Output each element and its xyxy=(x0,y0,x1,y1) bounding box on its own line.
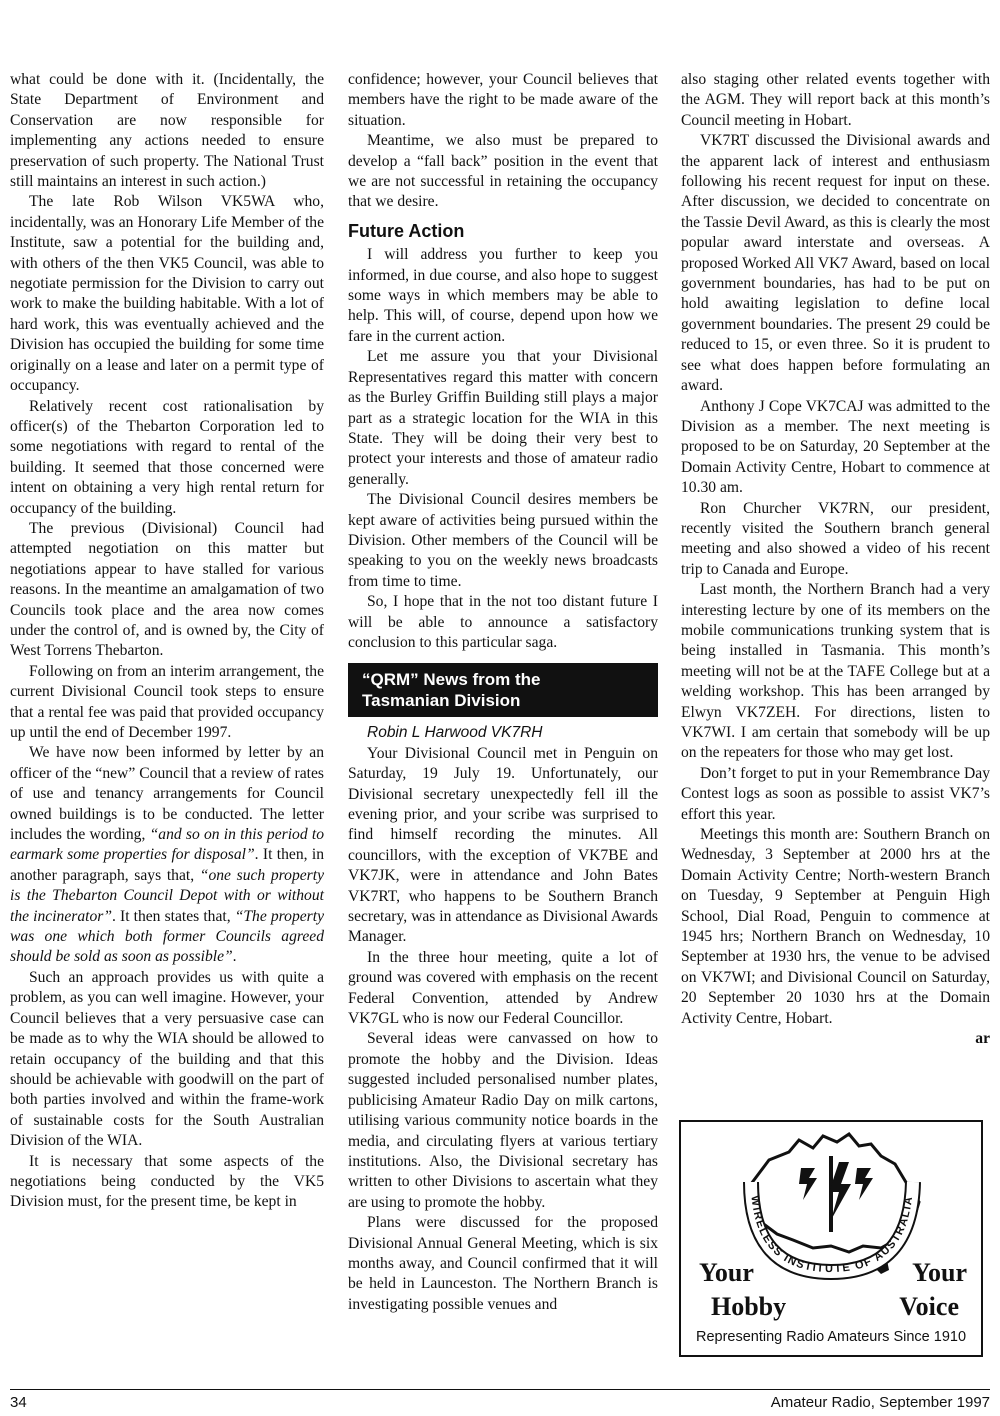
page-footer xyxy=(10,1389,990,1411)
paragraph: I will address you further to keep you informed, in due course, and also hope to suggest some ways in which members may be able to help. This will, of course, depend upon how we fare in the current action. xyxy=(348,246,658,345)
author-byline: Robin L Harwood VK7RH xyxy=(367,724,543,742)
section-heading: Future Action xyxy=(348,220,465,241)
text-run: We have now been informed by letter by an officer of the “new” Council that a review of rates of use and tenancy arrangements for Council owned buildings is to be conducted. The letter includes the wording, xyxy=(10,744,324,844)
quote: “one such property is the Thebarton Council Depot with or without the incinerator” xyxy=(10,866,324,925)
paragraph: Last month, the Northern Branch had a very interesting lecture by one of its members on the mobile communications trunking system that is being installed in Tasmania. This month’s meeting will not be at the TAFE College but at a welding workshop. This has been arranged by Elwyn VK7ZEH. For directions, listen to VK7WI. I am certain that somebody will be up on the repeaters for those who may get lost. xyxy=(681,581,990,762)
ad-word-voice: Voice xyxy=(899,1292,959,1321)
ad-word-your-left: Your xyxy=(699,1258,754,1287)
paragraph-quoted-letter xyxy=(10,743,324,967)
page-number: 34 xyxy=(10,1394,27,1411)
paragraph: It is necessary that some aspects of the negotiations being conducted by the VK5 Division must, for the present time, be kept in xyxy=(10,1152,324,1211)
paragraph: Plans were discussed for the proposed Divisional Annual General Meeting, which is six months away, and Council confirmed that it will be held in Launceston. The Northern Branch is investigating possible venues and xyxy=(348,1214,658,1313)
article-column-3 xyxy=(681,70,990,1050)
text-run: . It then states that, xyxy=(112,907,235,925)
paragraph: VK7RT discussed the Divisional awards and the apparent lack of interest and enthusiasm following his recent request for input on these. After discussion, we decided to concentrate on the Tassie Devil Award, as this is clearly the most popular award interstate and overseas. A proposed Worked All VK7 Award, based on local government boundaries, has had to be put on hold awaiting legislation to define local government boundaries. The present 29 could be reduced to 15, or even three. So it is prudent to see what does happen before formulating an award. xyxy=(681,132,991,395)
banner-line: Tasmanian Division xyxy=(362,691,521,711)
paragraph: The previous (Divisional) Council had attempted negotiation on this matter but negotiations appear to have stalled for various reasons. In the meantime an amalgamation of two Councils took place and the area now comes under the control of, and is owned by, the City of West Torrens Thebarton. xyxy=(10,519,324,660)
paragraph: Your Divisional Council met in Penguin on Saturday, 19 July 19. Unfortunately, our Divisional secretary unexpectedly fell ill the evening prior, and your scribe was surprised to find himself recording the minutes. All councillors, with the exception of VK7BE and VK7JK, were in attendance and John Bates VK7RT, who happens to be Southern Branch secretary, was in attendance as Divisional Awards Manager. xyxy=(348,744,658,946)
paragraph: The Divisional Council desires members be kept aware of activities being pursued within the Division. Other members of the Council will be speaking to you on the weekly news broadcasts from time to time. xyxy=(348,491,658,590)
paragraph: The late Rob Wilson VK5WA who, incidentally, was an Honorary Life Member of the Institute, saw a potential for the building and, with others of the then VK5 Council, was able to negotiate permission for the Division to carry out work to make the building habitable. With a lot of hard work, this was eventually achieved and the Division has occupied the building for some time originally on a lease and later on a permit type of occupancy. xyxy=(10,193,324,395)
quote: “and so on in this period to earmark some properties for disposal” xyxy=(10,826,324,864)
article-end-mark: ar xyxy=(975,1030,990,1048)
paragraph: Meetings this month are: Southern Branch on Wednesday, 3 September at 2000 hrs at the Domain Activity Centre; North-western Branch on Tuesday, 9 September at Penguin High School, Dial Road, Penguin to commence at 1945 hrs; Northern Branch on Wednesday, 10 September at 1930 hrs, the venue to be advised on VK7WI; and Divisional Council on Saturday, 20 September 20 1030 hrs at the Domain Activity Centre, Hobart. xyxy=(681,826,990,1027)
ad-word-hobby: Hobby xyxy=(711,1292,787,1321)
paragraph: Such an approach provides us with quite a problem, as you can well imagine. However, your Council believes that a very persuasive case can be made as to why the WIA should be allowed to retain occupancy of the building and that this should be achievable with goodwill on the part of both parties involved and within the frame-work of sustainable costs for the South Australian Division of the WIA. xyxy=(10,968,324,1150)
seal-text: WIRELESS INSTITUTE OF AUSTRALIA xyxy=(748,1194,916,1276)
paragraph: Don’t forget to put in your Remembrance Day Contest logs as soon as possible to assist VK7’s effort this year. xyxy=(681,764,990,823)
text-run: . xyxy=(232,948,237,966)
magazine-issue: Amateur Radio, September 1997 xyxy=(770,1394,990,1411)
banner-line: “QRM” News from the xyxy=(362,670,541,690)
paragraph: confidence; however, your Council believes that members have the right to be made aware of the situation. xyxy=(348,71,658,129)
paragraph: In the three hour meeting, quite a lot of ground was covered with emphasis on the recent Federal Convention, attended by Andrew VK7GL who is now our Federal Councillor. xyxy=(348,948,658,1028)
paragraph: Meantime, we also must be prepared to develop a “fall back” position in the event that we are not successful in retaining the occupancy that we desire. xyxy=(348,132,658,211)
paragraph: Several ideas were canvassed on how to promote the hobby and the Division. Ideas suggested included personalised number plates, publicising Amateur Radio Day on milk cartons, utilising various community notice boards in the media, and circulating flyers at various tertiary institutions. Also, the Divisional secretary has written to other Divisions to ascertain what they are using to promote the hobby. xyxy=(348,1030,658,1211)
paragraph: Let me assure you that your Divisional Representatives regard this matter with concern as the Burley Griffin Building still plays a major part as a strategic location for the WIA in this State. They will be doing their very best to protect your interests and those of amateur radio generally. xyxy=(348,348,658,488)
article-title-banner xyxy=(348,663,658,717)
text-run: . It then, in another paragraph, says that, xyxy=(10,846,324,884)
paragraph: So, I hope that in the not too distant future I will be able to announce a satisfactory conclusion to this particular saga. xyxy=(348,593,658,651)
paragraph: Following on from an interim arrangement, the current Divisional Council took steps to ensure that a rental fee was paid that provided occupancy up until the end of December 1997. xyxy=(10,662,324,741)
article-column-1 xyxy=(10,70,324,1213)
paragraph: what could be done with it. (Incidentally, the State Department of Environment and Conservation are now responsible for implementing any actions needed to ensure preservation of such property. The National Trust still maintains an interest in such action.) xyxy=(10,71,324,191)
article-column-2 xyxy=(348,70,658,1315)
ad-word-your-right: Your xyxy=(912,1258,967,1287)
quote: “The property was one which both former Councils agreed should be sold as soon as possible” xyxy=(10,907,324,966)
ad-tagline: Representing Radio Amateurs Since 1910 xyxy=(695,1329,967,1345)
paragraph: Ron Churcher VK7RN, our president, recently visited the Southern branch general meeting and also showed a video of his recent trip to Canada and Europe. xyxy=(681,499,990,578)
paragraph: also staging other related events together with the AGM. They will report back at this month’s Council meeting in Hobart. xyxy=(681,71,990,129)
paragraph: Anthony J Cope VK7CAJ was admitted to the Division as a member. The next meeting is proposed to be on Saturday, 20 September at the Domain Activity Centre, Hobart to commence at 10.30 am. xyxy=(681,397,990,497)
wia-advertisement xyxy=(679,1120,983,1357)
paragraph: Relatively recent cost rationalisation by officer(s) of the Thebarton Corporation led to some negotiations with regard to rental of the building. It seemed that those concerned were intent on obtaining a very high rental return for occupancy of the building. xyxy=(10,397,324,517)
